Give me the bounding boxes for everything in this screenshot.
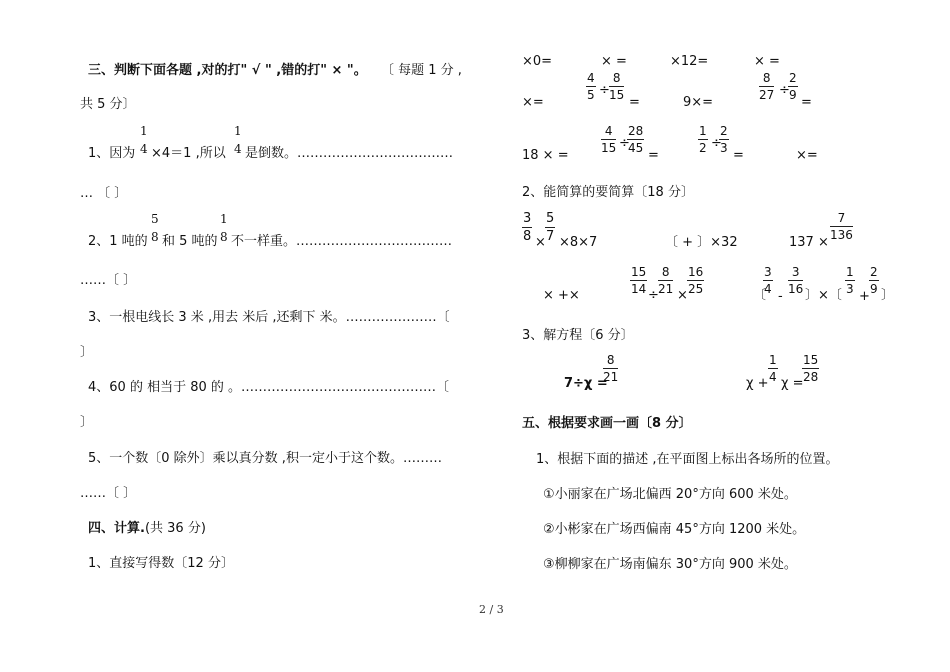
judge-q2-fraction-1: 5 8 (151, 212, 159, 244)
judge-q1-answer-bracket[interactable]: … 〔 〕 (80, 186, 128, 201)
equation-2-a: χ + (746, 376, 769, 391)
simplify-e1-times: × (535, 235, 546, 250)
judge-q5-text: 5、一个数〔0 除外〕乘以真分数 ,积一定小于这个数。……… (88, 451, 442, 466)
simplify-e6-plus: + (859, 289, 870, 304)
equation-2-fraction-1: $\frac{1}{4}$ (769, 353, 777, 384)
calc-r2-fraction-1: $\frac{4}{5}$ (587, 71, 595, 102)
equation-1-fraction: $\frac{8}{21}$ (603, 353, 619, 384)
section5-q1: 1、根据下面的描述 ,在平面图上标出各场所的位置。 (536, 452, 839, 467)
section3-points-total: 共 5 分〕 (80, 97, 136, 112)
calc-r1-item-1: ×0= (522, 54, 553, 69)
judge-q2-text-c: 不一样重。……………………………… (231, 234, 453, 249)
section3-title: 三、判断下面各题 ,对的打" √ " ,错的打" × "。 (88, 63, 367, 78)
simplify-e6-fraction-2: $\frac{3}{16}$ (788, 265, 804, 296)
calc-r3-divide-2: ÷ (711, 136, 722, 151)
judge-q1-fraction-2: 1 4 (234, 124, 242, 156)
calc-r1-item-2: × = (601, 54, 627, 69)
calc-r2-equals-1: = (629, 95, 640, 110)
calc-r2-fraction-2: $\frac{8}{15}$ (609, 71, 625, 102)
simplify-e1-fraction-1: $\frac{3}{8}$ (523, 211, 532, 244)
section5-item-2: ②小彬家在广场西偏南 45°方向 1200 米处。 (543, 522, 806, 537)
section4-q1-title: 1、直接写得数〔12 分〕 (88, 556, 234, 571)
simplify-e6-minus: - (778, 289, 783, 304)
simplify-e3-fraction: $\frac{7}{136}$ (830, 211, 853, 242)
judge-q4-bracket-close[interactable]: 〕 (80, 415, 94, 430)
simplify-e6-middle: 〕×〔 (805, 288, 842, 303)
calc-r3-divide-1: ÷ (619, 136, 630, 151)
judge-q3-text: 3、一根电线长 3 米 ,用去 米后 ,还剩下 米。…………………〔 (88, 310, 450, 325)
calc-r3-fraction-4: $\frac{2}{3}$ (720, 124, 728, 155)
calc-r3-fraction-3: $\frac{1}{2}$ (699, 124, 707, 155)
simplify-e5-times: × (677, 288, 688, 303)
simplify-e5-fraction-1: $\frac{15}{14}$ (631, 265, 647, 296)
simplify-title: 2、能简算的要简算〔18 分〕 (522, 185, 694, 200)
calc-r3-item-1: 18 × = (522, 148, 569, 163)
simplify-e5-fraction-2: $\frac{8}{21}$ (658, 265, 674, 296)
simplify-e6-fraction-3: $\frac{1}{3}$ (846, 265, 854, 296)
simplify-e3: 137 × (789, 235, 829, 250)
judge-q1-fraction-1: 1 4 (140, 124, 148, 156)
calc-r2-item-1: ×= (522, 95, 544, 110)
calc-r2-fraction-4: $\frac{2}{9}$ (789, 71, 797, 102)
judge-q3-bracket-close[interactable]: 〕 (80, 345, 94, 360)
section3-points: 〔 每题 1 分 , (381, 63, 462, 78)
calc-r2-item-3: 9×= (683, 95, 714, 110)
calc-r1-item-3: ×12= (670, 54, 709, 69)
simplify-e5-fraction-3: $\frac{16}{25}$ (688, 265, 704, 296)
simplify-e6-fraction-4: $\frac{2}{9}$ (870, 265, 878, 296)
simplify-e5-divide: ÷ (648, 288, 659, 303)
page-number: 2 / 3 (479, 603, 504, 616)
calc-r3-equals-2: = (733, 148, 744, 163)
simplify-e6-right-bracket: 〕 (881, 288, 895, 303)
calc-r3-equals-1: = (648, 148, 659, 163)
judge-q1-text-c: 是倒数。……………………………… (245, 146, 454, 161)
equation-1: 7÷χ = (564, 376, 608, 391)
judge-q1-text-b: ×4＝1 ,所以 (151, 146, 226, 161)
calc-r3-fraction-1: $\frac{4}{15}$ (601, 124, 617, 155)
judge-q2-text-b: 和 5 吨的 (162, 234, 218, 249)
equation-2-b: χ = (781, 376, 804, 391)
calc-r1-item-4: × = (754, 54, 780, 69)
judge-q2-text-a: 2、1 吨的 (88, 234, 148, 249)
simplify-e4: × +× (543, 288, 580, 303)
calc-r2-divide-2: ÷ (779, 83, 790, 98)
simplify-e1-fraction-2: $\frac{5}{7}$ (546, 211, 555, 244)
calc-r3-fraction-2: $\frac{28}{45}$ (628, 124, 644, 155)
equation-2-fraction-2: $\frac{15}{28}$ (803, 353, 819, 384)
simplify-e6-fraction-1: $\frac{3}{4}$ (764, 265, 772, 296)
judge-q5-answer-bracket[interactable]: ……〔 〕 (80, 486, 137, 501)
section5-item-3: ③柳柳家在广场南偏东 30°方向 900 米处。 (543, 557, 797, 572)
simplify-e1-rest: ×8×7 (559, 235, 598, 250)
calc-r3-item-4: ×= (796, 148, 818, 163)
judge-q1-text-a: 1、因为 (88, 146, 136, 161)
judge-q2-answer-bracket[interactable]: ……〔 〕 (80, 273, 137, 288)
judge-q4-text: 4、60 的 相当于 80 的 。………………………………………〔 (88, 380, 450, 395)
simplify-e2: 〔 + 〕×32 (665, 235, 738, 250)
calc-r2-fraction-3: $\frac{8}{27}$ (759, 71, 775, 102)
section5-title: 五、根据要求画一画〔8 分〕 (522, 416, 692, 431)
section4-title: 四、计算.(共 36 分) (88, 521, 206, 536)
calc-r2-equals-2: = (801, 95, 812, 110)
judge-q2-fraction-2: 1 8 (220, 212, 228, 244)
section5-item-1: ①小丽家在广场北偏西 20°方向 600 米处。 (543, 487, 797, 502)
calc-r2-divide-1: ÷ (599, 83, 610, 98)
simplify-e6-left-bracket: 〔 (753, 288, 767, 303)
equations-title: 3、解方程〔6 分〕 (522, 328, 634, 343)
